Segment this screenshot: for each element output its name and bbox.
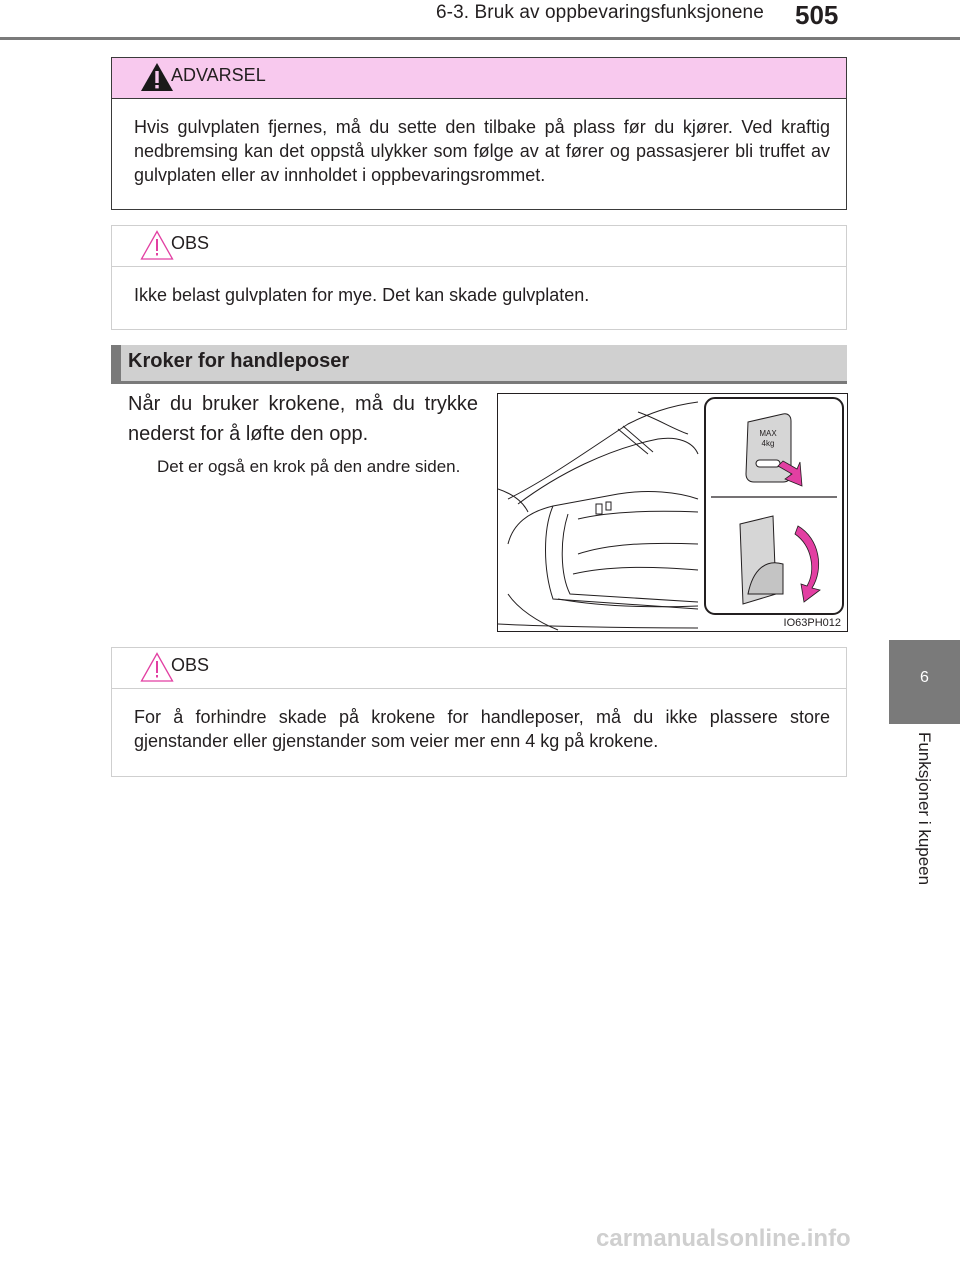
notice-header-1 xyxy=(112,226,846,267)
cargo-area-drawing xyxy=(498,394,848,632)
footer-watermark: carmanualsonline.info xyxy=(596,1225,851,1252)
section-heading xyxy=(111,345,847,381)
figure-id-label: IO63PH012 xyxy=(783,617,841,629)
page-number: 505 xyxy=(795,0,839,30)
notice-text-1: Ikke belast gulvplaten for mye. Det kan skade gulvplaten. xyxy=(134,285,590,305)
warning-text: Hvis gulvplaten fjernes, må du sette den tilbake på plass før du kjører. Ved kraftig nedbremsing kan det oppstå ulykker som følge av at fører og passasjerer bli truffet av gulvplaten eller av innholdet i oppbevaringsrommet. xyxy=(134,117,830,185)
notice-text-2: For å forhindre skade på krokene for handleposer, må du ikke plassere store gjenstander eller gjenstander som veier mer enn 4 kg på krokene. xyxy=(134,707,830,751)
notice-title-1: OBS xyxy=(171,233,210,253)
header-rule xyxy=(0,37,960,40)
caution-triangle-icon xyxy=(140,230,174,260)
chapter-tab-number: 6 xyxy=(889,640,960,724)
instruction-note: Det er også en krok på den andre siden. xyxy=(157,457,461,476)
warning-header xyxy=(112,58,846,99)
weight-label: 4kg xyxy=(761,439,775,448)
notice-title-2: OBS xyxy=(171,655,210,675)
hook-illustration xyxy=(497,393,848,632)
section-title: Kroker for handleposer xyxy=(128,350,350,372)
chapter-tab-label xyxy=(890,732,958,932)
warning-title: ADVARSEL xyxy=(171,65,266,85)
warning-box xyxy=(111,57,847,210)
section-underline xyxy=(111,381,847,384)
chapter-title: Funksjoner i kupeen xyxy=(915,732,934,886)
section-heading-bar xyxy=(111,345,121,381)
max-label: MAX xyxy=(759,429,777,438)
caution-triangle-icon xyxy=(140,652,174,682)
notice-box-1 xyxy=(111,225,847,330)
notice-header-2 xyxy=(112,648,846,689)
warning-triangle-icon xyxy=(140,62,174,92)
running-header-section: 6-3. Bruk av oppbevaringsfunksjonene xyxy=(436,2,764,23)
instruction-text: Når du bruker krokene, må du trykke nederst for å løfte den opp. xyxy=(128,393,478,445)
notice-box-2 xyxy=(111,647,847,777)
